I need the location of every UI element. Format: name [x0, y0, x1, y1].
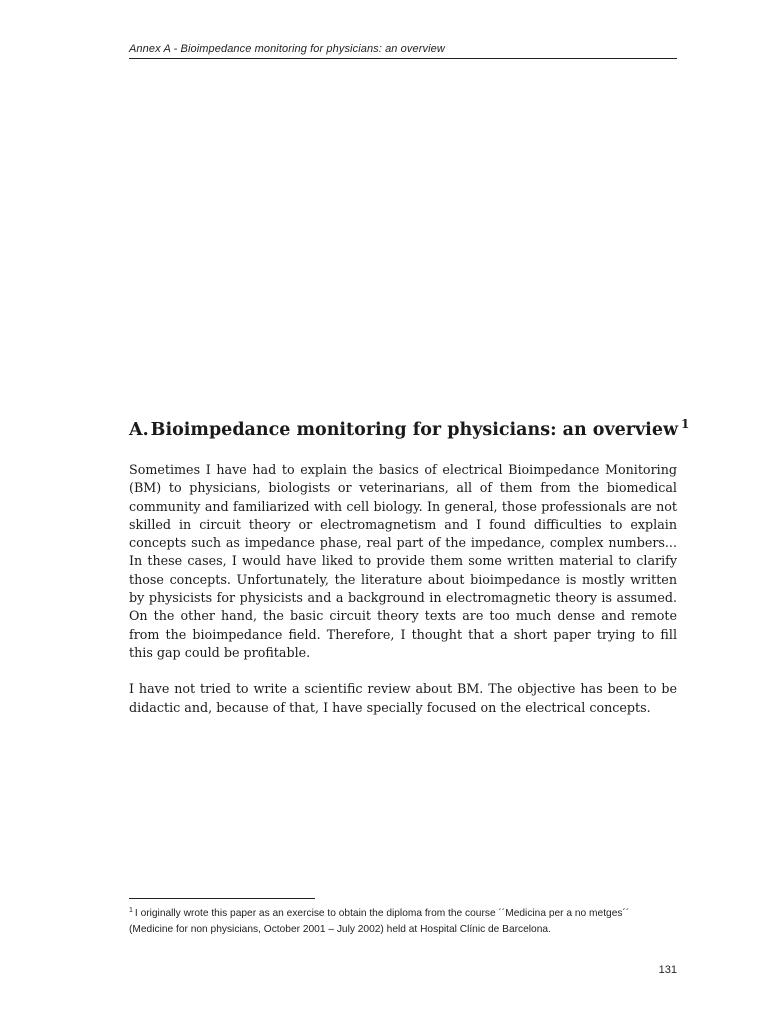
chapter-title — [129, 418, 689, 442]
footnote — [129, 906, 669, 938]
page-number: 131 — [658, 964, 677, 976]
chapter-footnote-marker: 1 — [681, 417, 690, 432]
chapter-letter: A. — [129, 420, 149, 440]
footnote-separator — [129, 898, 315, 899]
footnote-text: I originally wrote this paper as an exercise to obtain the diploma from the course ´´Medicina per a no metges´´ (Medicine for non physicians, October 2001 – July 2002) held at Hospital Clínic de Barcelona. — [129, 908, 630, 935]
body-paragraph-2: I have not tried to write a scientific review about BM. The objective has been to be didactic and, because of that, I have specially focused on the electrical concepts. — [129, 681, 677, 715]
footnote-marker: 1 — [129, 906, 133, 914]
body-text — [129, 461, 677, 735]
chapter-title-text: Bioimpedance monitoring for physicians: an overview — [150, 420, 679, 440]
running-header: Annex A - Bioimpedance monitoring for physicians: an overview — [129, 43, 677, 59]
body-paragraph-1: Sometimes I have had to explain the basics of electrical Bioimpedance Monitoring (BM) to physicians, biologists or veterinarians, all of them from the biomedical community and familiarized with cell biology. In general, those professionals are not skilled in circuit theory or electromagnetism and I found difficulties to explain concepts such as impedance phase, real part of the impedance, complex numbers... In these cases, I would have liked to provide them some written material to clarify those concepts. Unfortunately, the literature about bioimpedance is mostly written by physicists for physicists and a background in electromagnetic theory is assumed. On the other hand, the basic circuit theory texts are too much dense and remote from the bioimpedance field. Therefore, I thought that a short paper trying to fill this gap could be profitable. — [129, 462, 677, 660]
